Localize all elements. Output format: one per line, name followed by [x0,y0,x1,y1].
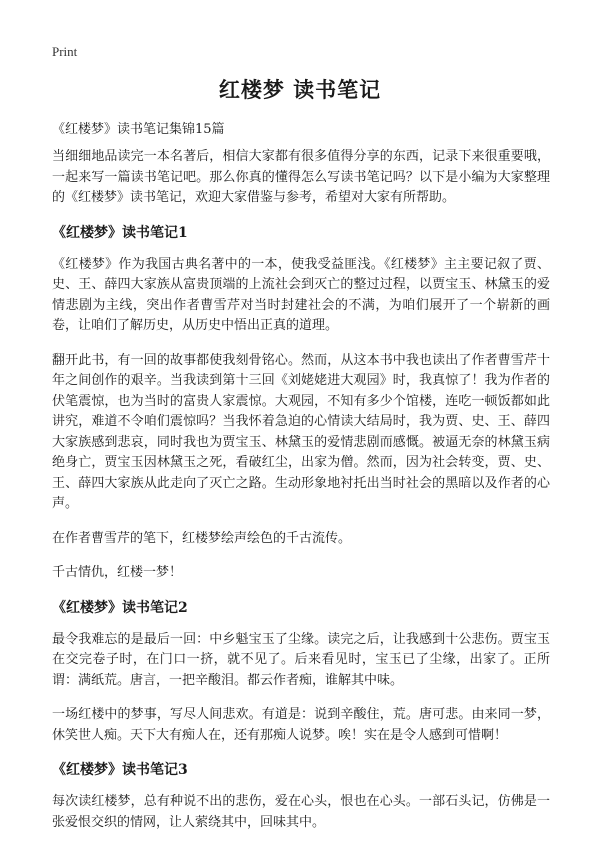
section-3 [52,760,550,833]
page-subtitle: 《红楼梦》读书笔记集锦15篇 [52,122,225,137]
section-2 [52,598,550,747]
section-heading: 《红楼梦》读书笔记2 [52,599,188,616]
section-1 [52,223,550,584]
page-title: 红楼梦 读书笔记 [218,77,382,102]
print-link[interactable]: Print [52,44,78,59]
section-paragraph: 一场红楼中的梦事，写尽人间悲欢。有道是：说到辛酸住，荒。唐可悲。由来同一梦，休笑世人痴。天下大有痴人在，还有那痴人说梦。唉！实在是令人感到可惜啊！ [52,707,550,743]
section-paragraph: 在作者曹雪芹的笔下，红楼梦绘声绘色的千古流传。 [52,530,352,546]
section-paragraph: 最令我难忘的是最后一回：中乡魁宝玉了尘缘。读完之后，让我感到十公悲伤。贾宝玉在交完卷子时，在门口一挤，就不见了。后来看见时，宝玉已了尘缘，出家了。正所谓：满纸荒。唐言，一把辛酸泪。都云作者痴，谁解其中味。 [52,631,550,688]
section-paragraph: 《红楼梦》作为我国古典名著中的一本，使我受益匪浅。《红楼梦》主主要记叙了贾、史、王、薛四大家族从富贵顶端的上流社会到灭亡的整过过程，以贾宝玉、林黛玉的爱情悲剧为主线，突出作者曹雪芹对当时封建社会的不满，为咱们展开了一个崭新的画卷，让咱们了解历史，从历史中悟出正真的道理。 [52,256,550,333]
section-heading: 《红楼梦》读书笔记3 [52,762,188,778]
section-heading: 《红楼梦》读书笔记1 [52,224,188,241]
section-paragraph: 每次读红楼梦，总有种说不出的悲伤，爱在心头，恨也在心头。一部石头记，仿佛是一张爱恨交织的情网，让人萦绕其中，回味其中。 [52,794,550,830]
article-body [52,147,550,847]
section-paragraph: 翻开此书，有一回的故事都使我刻骨铭心。然而，从这本书中我也读出了作者曹雪芹十年之间创作的艰辛。当我读到第十三回《刘姥姥进大观园》时，我真惊了！我为作者的伏笔震惊，也为当时的富贵人家震惊。大观园，不知有多少个馆楼，连吃一顿饭都如此讲究，难道不令咱们震惊吗？当我怀着急迫的心情读大结局时，我为贾、史、王、薛四大家族感到悲哀，同时我也为贾宝玉、林黛玉的爱情悲剧而感慨。被逼无奈的林黛玉病绝身亡，贾宝玉因林黛玉之死，看破红尘，出家为僧。然而，因为社会转变，贾、史、王、薛四大家族从此走向了灭亡之路。生动形象地衬托出当时社会的黑暗以及作者的心声。 [52,352,550,511]
intro-paragraph: 当细细地品读完一本名著后，相信大家都有很多值得分享的东西，记录下来很重要哦，一起来写一篇读书笔记吧。那么你真的懂得怎么写读书笔记吗？以下是小编为大家整理的《红楼梦》读书笔记，欢迎大家借鉴与参考，希望对大家有所帮助。 [52,149,550,205]
section-paragraph: 千古情仇，红楼一梦！ [52,565,183,580]
